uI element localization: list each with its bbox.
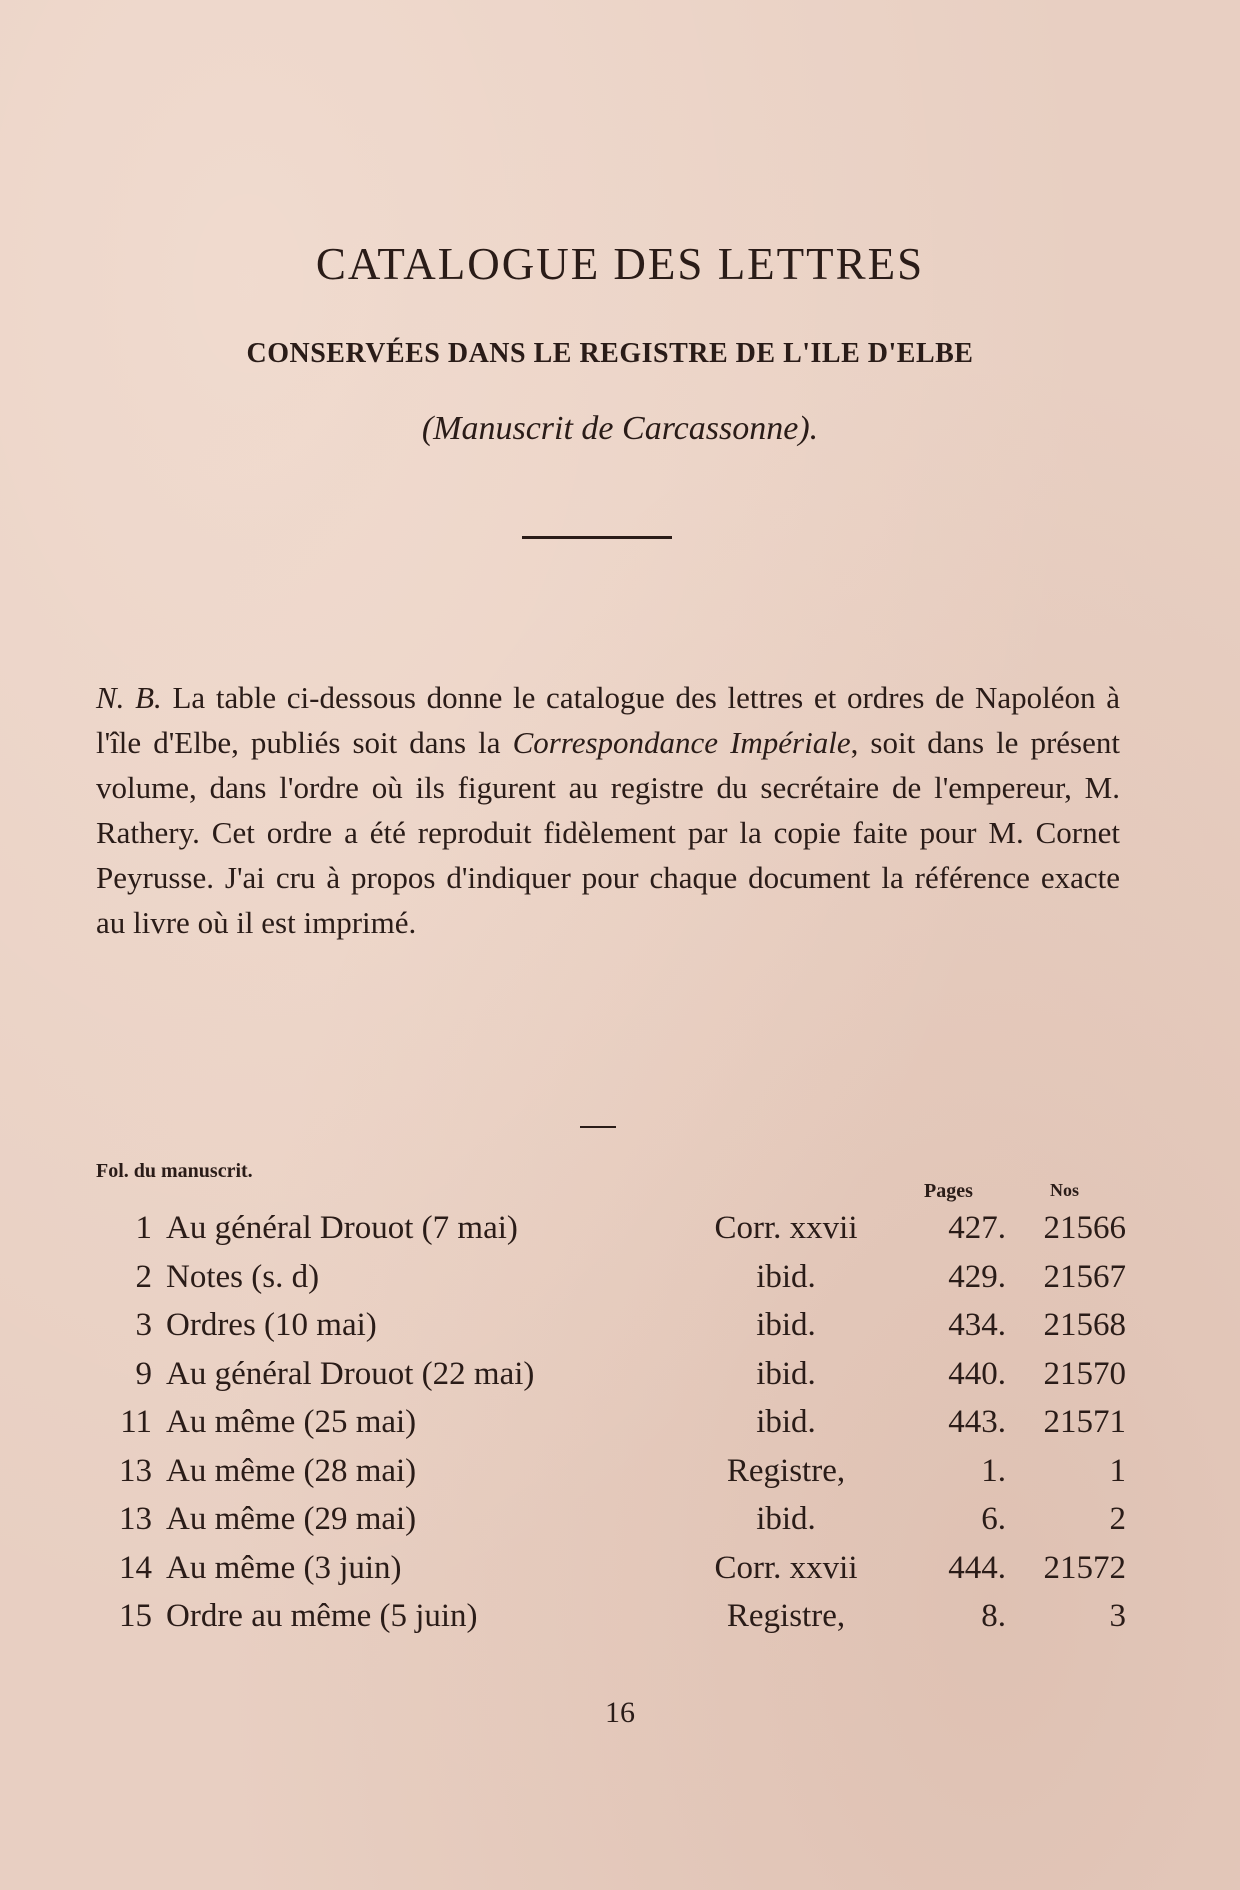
number-cell: 1 xyxy=(1109,1452,1126,1489)
table-row xyxy=(96,1404,1136,1453)
folio-cell: 13 xyxy=(119,1501,152,1537)
number-cell: 21571 xyxy=(1043,1404,1126,1440)
reference-cell: Corr. xxvii xyxy=(714,1210,858,1246)
manuscript-source: (Manuscrit de Carcassonne). xyxy=(421,410,819,447)
reference-cell: ibid. xyxy=(756,1307,816,1343)
page-cell: 8. xyxy=(981,1598,1006,1634)
page-cell: 1. xyxy=(981,1452,1006,1489)
description-cell: Notes (s. d) xyxy=(166,1258,320,1295)
description-cell: Au même (25 mai) xyxy=(166,1404,417,1440)
table-row xyxy=(96,1550,1136,1599)
reference-cell: ibid. xyxy=(756,1355,816,1392)
table-row xyxy=(96,1307,1136,1356)
reference-cell: ibid. xyxy=(756,1258,816,1295)
table-row xyxy=(96,1453,1136,1502)
folio-cell: 1 xyxy=(135,1210,152,1246)
page-cell: 444. xyxy=(948,1549,1006,1586)
catalogue-table xyxy=(96,1210,1136,1647)
description-cell: Au même (28 mai) xyxy=(166,1452,417,1489)
number-cell: 21570 xyxy=(1043,1355,1126,1392)
folio-column-header: Fol. du manuscrit. xyxy=(96,1160,253,1182)
reference-cell: Registre, xyxy=(726,1598,846,1634)
description-cell: Au général Drouot (7 mai) xyxy=(166,1210,518,1246)
folio-cell: 14 xyxy=(119,1549,152,1586)
page-cell: 443. xyxy=(948,1404,1006,1440)
number-cell: 3 xyxy=(1109,1598,1126,1634)
number-cell: 21572 xyxy=(1043,1549,1126,1586)
reference-cell: Corr. xxvii xyxy=(714,1549,858,1586)
table-header xyxy=(96,1160,1126,1200)
note-text-part2: , soit dans le présent volume, dans l'ordre où ils figurent au registre du secrétaire de l'empereur, M. Rathery. Cet ordre a été reproduit fidèlement par la copie faite pour M. Cornet Peyrusse. J'ai cru à propos d'indiquer pour chaque document la référence exacte au livre où il est imprimé. xyxy=(96,725,1120,940)
nota-bene-paragraph xyxy=(96,675,1120,945)
description-cell: Au général Drouot (22 mai) xyxy=(166,1355,535,1392)
description-cell: Ordre au même (5 juin) xyxy=(166,1598,478,1634)
folio-cell: 13 xyxy=(119,1452,152,1489)
number-cell: 21568 xyxy=(1043,1307,1126,1343)
number-cell: 21566 xyxy=(1043,1210,1126,1246)
note-italic-title: Correspondance Impériale xyxy=(512,725,851,760)
table-row xyxy=(96,1598,1136,1647)
page-cell: 440. xyxy=(948,1355,1006,1392)
description-cell: Au même (29 mai) xyxy=(166,1501,417,1537)
page-number: 16 xyxy=(605,1696,635,1729)
page-cell: 427. xyxy=(948,1210,1006,1246)
description-cell: Au même (3 juin) xyxy=(166,1549,402,1586)
folio-cell: 3 xyxy=(135,1307,152,1343)
pages-column-header: Pages xyxy=(924,1180,973,1202)
page-cell: 434. xyxy=(948,1307,1006,1343)
page-cell: 6. xyxy=(981,1501,1006,1537)
nota-bene-prefix: N. B. xyxy=(96,680,162,715)
reference-cell: Registre, xyxy=(726,1452,846,1489)
page-title: CATALOGUE DES LETTRES xyxy=(315,239,925,289)
reference-cell: ibid. xyxy=(756,1501,816,1537)
folio-cell: 15 xyxy=(119,1598,152,1634)
note-text-part1: La table ci-dessous donne le catalogue des lettres et ordres de Napoléon à l'île d'Elbe, publiés soit dans la xyxy=(96,680,1120,760)
page-subtitle: CONSERVÉES DANS LE REGISTRE DE L'ILE D'ELBE xyxy=(246,338,974,369)
folio-cell: 2 xyxy=(135,1258,152,1295)
table-row xyxy=(96,1501,1136,1550)
table-row xyxy=(96,1356,1136,1405)
description-cell: Ordres (10 mai) xyxy=(166,1307,377,1343)
reference-cell: ibid. xyxy=(756,1404,816,1440)
table-row xyxy=(96,1259,1136,1308)
folio-cell: 9 xyxy=(135,1355,152,1392)
folio-cell: 11 xyxy=(120,1404,152,1440)
number-cell: 21567 xyxy=(1043,1258,1126,1295)
short-divider-rule xyxy=(580,1126,616,1128)
table-row xyxy=(96,1210,1136,1259)
numbers-column-header: Nos xyxy=(1050,1180,1080,1200)
divider-rule xyxy=(522,536,672,539)
page-cell: 429. xyxy=(948,1258,1006,1295)
number-cell: 2 xyxy=(1109,1501,1126,1537)
